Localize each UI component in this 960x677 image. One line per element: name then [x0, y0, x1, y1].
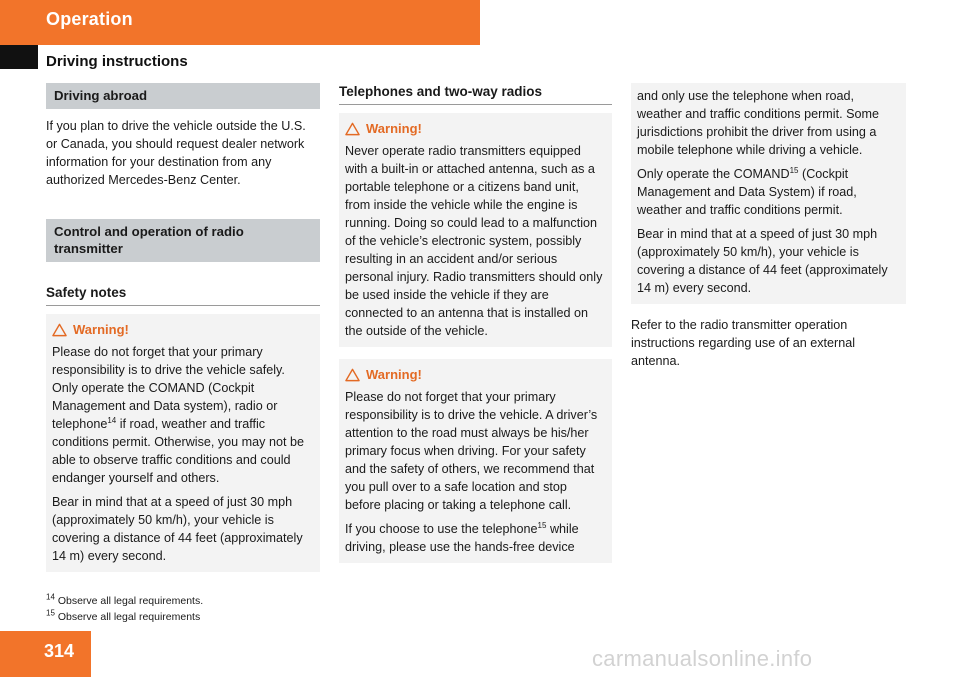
- warning-paragraph: Only operate the COMAND$^{15}$ (Cockpit Management and Data System) if road, weather and traffic conditions permit.: [637, 165, 857, 217]
- warning-paragraph: If you choose to use the telephone$^{15}$ while driving, please use the hands-free device: [345, 520, 579, 554]
- warning-box-telephone-use: [339, 359, 612, 563]
- warning-box-primary-responsibility: [46, 314, 320, 572]
- column-right: [631, 83, 906, 378]
- warning-title-row: [52, 321, 314, 339]
- warning-paragraph: Never operate radio transmitters equipped with a built-in or attached antenna, such as a portable telephone or a citizens band unit, from inside the vehicle while the engine is running. Doing so could lead to a malfunction of the vehicle’s electronic system, possibly resulting in an accident and/or serious personal injury. Radio transmitters should only be used inside the vehicle if they are connected to an antenna that is installed on the outside of the vehicle.: [345, 144, 603, 338]
- warning-paragraph: Bear in mind that at a speed of just 30 mph (approximately 50 km/h), your vehicle is covering a distance of 44 feet (approximately 14 m) every second.: [52, 495, 303, 563]
- footnote-ref: 15: [537, 520, 547, 530]
- footnote-ref: 15: [789, 165, 799, 175]
- warning-label: Warning!: [366, 367, 422, 382]
- footnotes: [46, 593, 203, 625]
- warning-paragraph: Bear in mind that at a speed of just 30 mph (approximately 50 km/h), your vehicle is covering a distance of 44 feet (approximately 14 m) every second.: [637, 227, 888, 295]
- safety-notes-heading: Safety notes: [46, 284, 320, 306]
- warning-box-continued: [631, 83, 906, 304]
- refer-instructions-text: Refer to the radio transmitter operation instructions regarding use of an external antenna.: [631, 318, 856, 368]
- warning-box-radio-transmitters: [339, 113, 612, 347]
- warning-triangle-icon: [345, 122, 360, 136]
- footnote-item: $^{14}$ Observe all legal requirements.: [46, 592, 204, 607]
- telephones-heading: Telephones and two-way radios: [339, 83, 612, 105]
- warning-paragraph: Please do not forget that your primary responsibility is to drive the vehicle. A driver’s attention to the road must always be his/her primary focus when driving. For your safety and the safety of others, we recommend that you pull over to a safe location and stop before placing or taking a telephone call.: [345, 390, 598, 512]
- driving-abroad-text: If you plan to drive the vehicle outside the U.S. or Canada, you should request dealer network information for your destination from any authorized Mercedes-Benz Center.: [46, 119, 306, 187]
- footnote-item: $^{15}$ Observe all legal requirements: [46, 608, 201, 623]
- warning-triangle-icon: [345, 368, 360, 382]
- header-marker-block: [0, 45, 38, 69]
- page-number: 314: [44, 641, 75, 661]
- warning-label: Warning!: [366, 121, 422, 136]
- page-title: Driving instructions: [46, 53, 188, 70]
- section-title: Operation: [46, 9, 133, 29]
- radio-transmitter-heading: Control and operation of radio transmitter: [46, 219, 320, 262]
- footnote-ref: 14: [107, 415, 117, 425]
- column-middle: [339, 83, 612, 563]
- warning-triangle-icon: [52, 323, 67, 337]
- warning-title-row: [345, 120, 606, 138]
- column-left: [46, 83, 320, 572]
- warning-label: Warning!: [73, 322, 129, 337]
- warning-paragraph: and only use the telephone when road, weather and traffic conditions permit. Some jurisdictions prohibit the driver from using a mobile telephone while driving a vehicle.: [637, 89, 879, 157]
- warning-title-row: [345, 366, 606, 384]
- warning-paragraph: Please do not forget that your primary responsibility is to drive the vehicle safely. Only operate the COMAND (Cockpit Management and Data system), radio or telephone$^{14}$ if road, weather and traffic conditions permit. Otherwise, you may not be able to observe traffic conditions and could endanger yourself and others.: [52, 345, 304, 485]
- driving-abroad-heading: Driving abroad: [46, 83, 320, 109]
- watermark-text: carmanualsonline.info: [592, 646, 813, 671]
